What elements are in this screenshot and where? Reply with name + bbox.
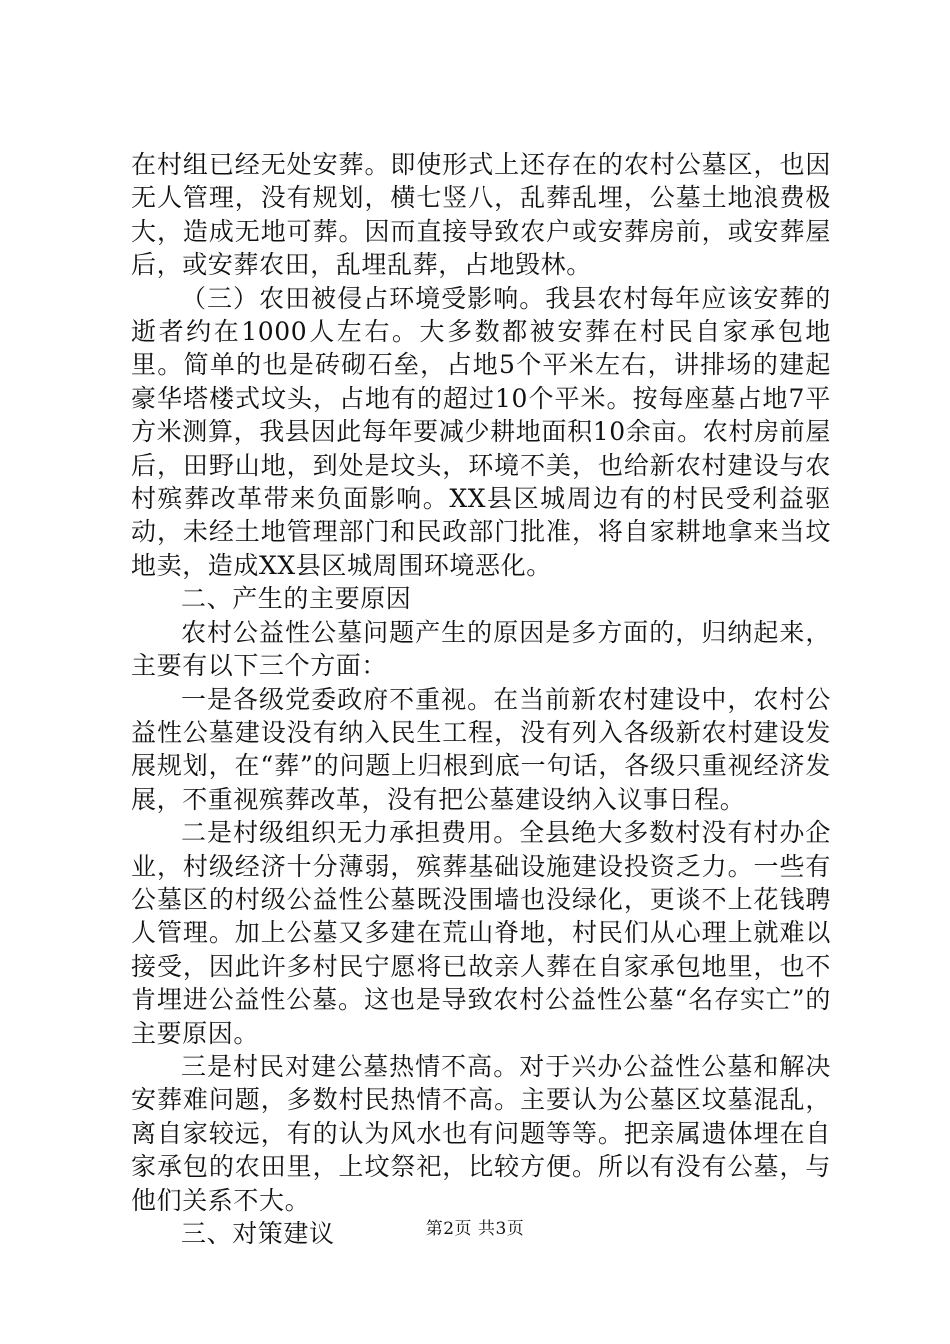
section-heading-countermeasures: 三、对策建议 bbox=[181, 1219, 335, 1248]
paragraph-farmland-environment: （三）农田被侵占环境受影响。我县农村每年应该安葬的逝者约在1000人左右。大多数都被安葬在村民自家承包地里。简单的也是砖砌石垒，占地5个平米左右，讲排场的建起豪华塔楼式坟头，占地有的超过10个平米。按每座墓占地7平方米测算，我县因此每年要减少耕地面积10余亩。农村房前屋后，田野山地，到处是坟头，环境不美，也给新农村建设与农村殡葬改革带来负面影响。XX县区城周边有的村民受利益驱动，未经土地管理部门和民政部门批准，将自家耕地拿来当坟地卖，造成XX县区城周围环境恶化。 bbox=[131, 283, 831, 580]
section-heading-main-causes: 二、产生的主要原因 bbox=[181, 584, 412, 614]
paragraph-cause-two: 二是村级组织无力承担费用。全县绝大多数村没有村办企业，村级经济十分薄弱，殡葬基础设施建设投资乏力。一些有公墓区的村级公益性公墓既没围墙也没绿化，更谈不上花钱聘人管理。加上公墓又多建在荒山脊地，村民们从心理上就难以接受，因此许多村民宁愿将已故亲人葬在自家承包地里，也不肯埋进公益性公墓。这也是导致农村公益性公墓“名存实亡”的主要原因。 bbox=[131, 818, 831, 1048]
page-number-footer: 第2页 共3页 bbox=[425, 1219, 525, 1239]
document-body bbox=[131, 148, 831, 1250]
paragraph-continuation: 在村组已经无处安葬。即使形式上还存在的农村公墓区，也因无人管理，没有规划，横七竖八，乱葬乱埋，公墓土地浪费极大，造成无地可葬。因而直接导致农户或安葬房前，或安葬屋后，或安葬农田，乱埋乱葬，占地毁林。 bbox=[131, 150, 831, 280]
paragraph-cause-one: 一是各级党委政府不重视。在当前新农村建设中，农村公益性公墓建设没有纳入民生工程，没有列入各级新农村建设发展规划，在“葬”的问题上归根到底一句话，各级只重视经济发展，不重视殡葬改革，没有把公墓建设纳入议事日程。 bbox=[131, 684, 831, 814]
paragraph-cause-three: 三是村民对建公墓热情不高。对于兴办公益性公墓和解决安葬难问题，多数村民热情不高。主要认为公墓区坟墓混乱，离自家较远，有的认为风水也有问题等等。把亲属遗体埋在自家承包的农田里，上坟祭祀，比较方便。所以有没有公墓，与他们关系不大。 bbox=[131, 1051, 831, 1215]
paragraph-causes-intro: 农村公益性公墓问题产生的原因是多方面的，归纳起来，主要有以下三个方面： bbox=[131, 617, 831, 681]
